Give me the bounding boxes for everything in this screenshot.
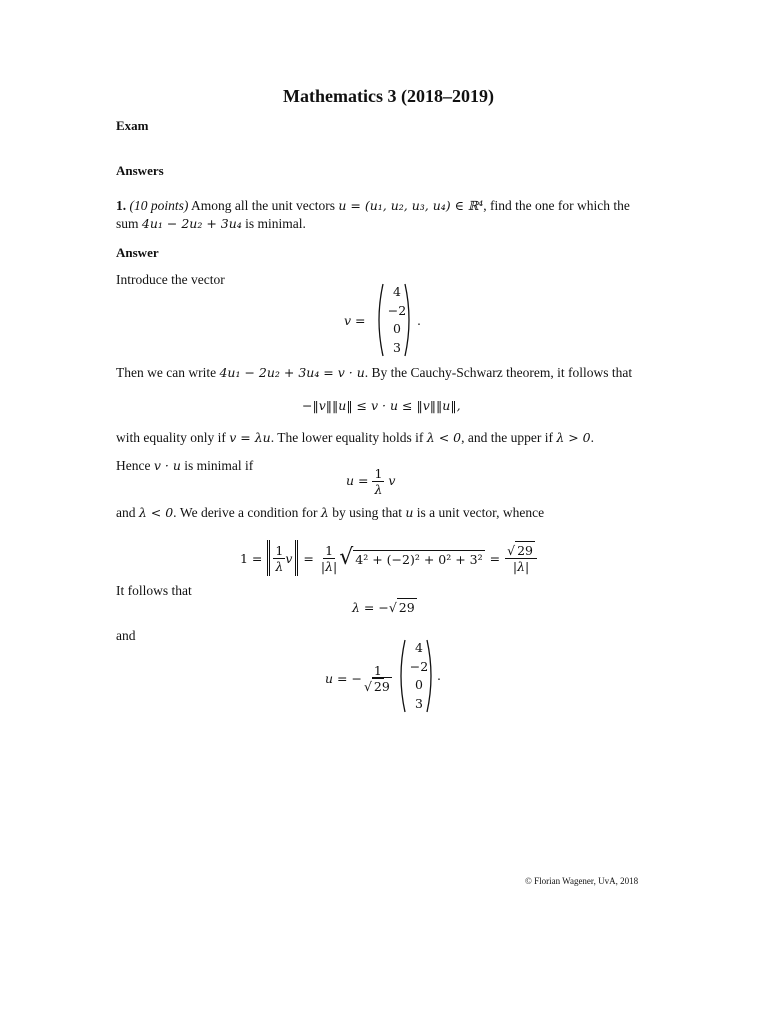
norm-eq-2: = [489,550,501,566]
norm-equation [240,538,537,578]
hence-text-2: is minimal if [184,458,254,473]
radicand: 4² + (−2)² + 0² + 3² [355,551,483,567]
abs-lambda-fraction [319,543,339,574]
footer-copyright: © Florian Wagener, UvA, 2018 [525,876,639,886]
sqrt-sign-icon-result: √ [388,600,397,615]
and-word: and [116,628,136,643]
then-text-2: . By the Cauchy-Schwarz theorem, it follows that [364,365,633,380]
problem-vector-u: u = (u₁, u₂, u₃, u₄) ∈ ℝ⁴ [338,198,484,213]
u-final-dot: . [437,668,441,683]
eq-text-4: . [590,430,594,445]
u-eq-lhs: u = [346,473,369,488]
answers-heading: Answers [116,163,164,178]
problem-line-1 [116,198,630,214]
problem-text-3: sum [116,216,139,231]
problem-text-1: Among all the unit vectors [191,198,335,213]
u-final-entry-1: 4 [415,640,423,655]
v-entry-4: 3 [393,339,401,355]
sqrt29-numerator [505,543,537,559]
u-final-fraction [362,663,394,694]
v-vector-dot: . [417,313,421,328]
eq-expr-1: v = λu [229,430,271,445]
equality-line [116,430,594,446]
v-vector-entries [384,283,410,357]
eq-expr-2: λ < 0 [426,430,462,445]
u-final-entry-4: 3 [415,695,423,711]
sqrt-sign-icon-final: √ [363,678,372,694]
sqrt29-value: 29 [517,542,533,558]
v-lhs: v = [344,313,366,328]
norm-eq-1: = [303,550,314,566]
v-entry-1: 4 [393,284,401,299]
norm-bars [267,540,298,576]
eq-expr-3: λ > 0 [556,430,591,445]
u-equals-formula [346,466,395,497]
then-expr: 4u₁ − 2u₂ + 3u₄ = v · u [219,365,365,380]
exam-heading: Exam [116,118,149,133]
intro-line: Introduce the vector [116,272,225,287]
lambda-sqrt29: 29 [398,600,415,615]
then-text-1: Then we can write [116,365,217,380]
u-final-lhs-group [325,660,394,696]
u-final-entry-3: 0 [415,677,423,692]
hence-line [116,458,253,474]
norm-frac-den: λ [275,558,284,574]
sqrt29-fraction [505,543,537,574]
and-lambda: λ [320,505,329,520]
v-entry-2: −2 [387,302,407,318]
u-final-frac-den [362,679,394,694]
sqrt-sign-icon: √ [339,545,354,570]
problem-text-2: , find the one for which the [483,198,630,213]
norm-fraction [273,543,285,574]
u-final-sqrt29: 29 [373,678,390,694]
sqrt-sign-icon-small: √ [507,542,516,558]
cs-inequality: −‖v‖‖u‖ ≤ v · u ≤ ‖v‖‖u‖, [302,398,461,413]
v-entry-3: 0 [393,321,401,336]
u-eq-v: v [388,473,396,488]
fraction-one-over-lambda [372,466,384,497]
lambda-result [352,600,417,615]
then-line [116,365,632,381]
follows-line: It follows that [116,583,192,598]
and-u: u [405,505,414,520]
u-final-lhs: u = − [325,670,362,686]
and-text-1: and [116,505,136,520]
eq-text-1: with equality only if [116,430,226,445]
lambda-result-lhs: λ = − [352,600,389,615]
abs-frac-num: 1 [325,542,334,558]
norm-lhs: 1 = [240,550,263,566]
eq-text-2: . The lower equality holds if [270,430,424,445]
problem-line-2 [116,216,306,232]
and-expr: λ < 0 [138,505,174,520]
hence-text-1: Hence [116,458,151,473]
page-title: Mathematics 3 (2018–2019) [283,86,494,106]
problem-number: 1. [116,198,127,213]
answer-heading: Answer [116,245,159,260]
and-text-2: . We derive a condition for [173,505,318,520]
u-final-entries [406,639,432,713]
u-final-entry-2: −2 [409,658,429,674]
and-text-4: is a unit vector, whence [416,505,545,520]
problem-points: (10 points) [129,198,189,213]
and-text-3: by using that [332,505,402,520]
norm-v: v [285,550,293,566]
norm-frac-num: 1 [275,542,284,558]
abs-frac-den: |λ| [320,558,338,574]
problem-text-4: is minimal. [245,216,306,231]
hence-expr: v · u [153,458,181,473]
problem-sum-expr: 4u₁ − 2u₂ + 3u₄ [141,216,242,231]
frac-numerator: 1 [374,466,383,481]
and-line [116,505,544,521]
u-final-frac-num: 1 [373,662,382,678]
eq-text-3: , and the upper if [461,430,553,445]
sqrt29-den: |λ| [512,558,530,574]
frac-denominator: λ [374,482,383,497]
